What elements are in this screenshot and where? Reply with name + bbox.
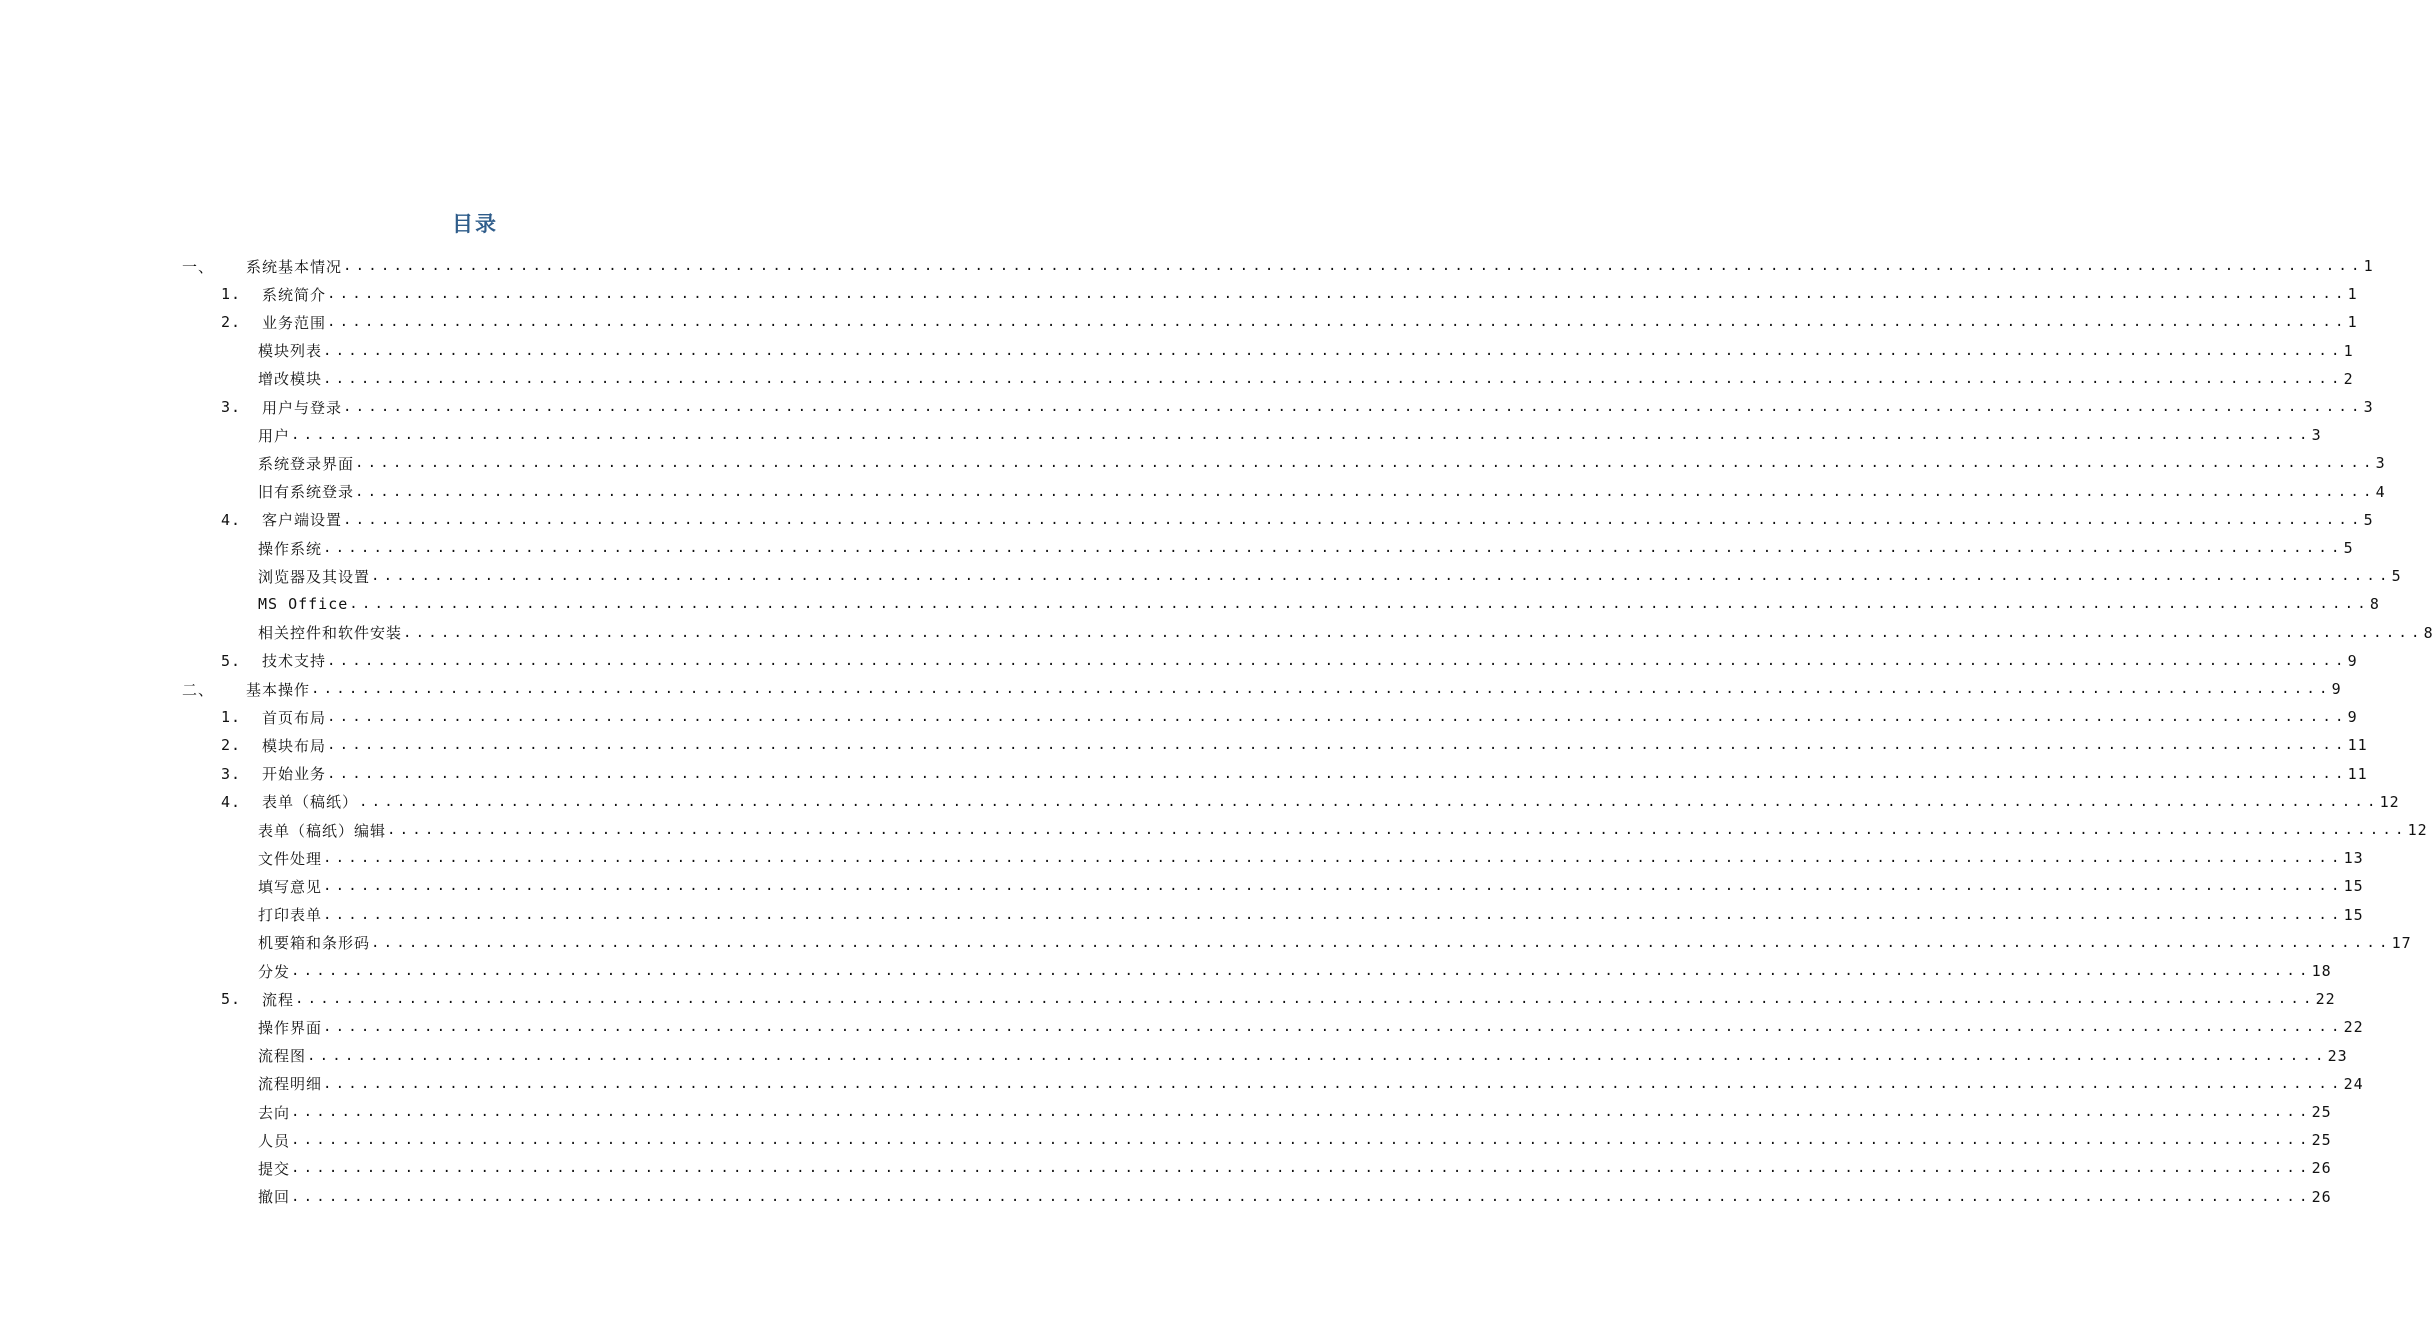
toc-entry[interactable] [0, 562, 2402, 590]
toc-entry[interactable] [0, 703, 2358, 731]
toc-entry-number: 3. [221, 398, 242, 416]
toc-entry-title: 浏览器及其设置 [258, 567, 371, 586]
toc-entry[interactable] [0, 506, 2374, 534]
toc-entry-number: 二、 [182, 680, 215, 699]
toc-leader-dots: ................................................................................................................................................................ [371, 934, 2392, 951]
toc-leader-dots: ................................................................................................................................................................ [355, 483, 2376, 500]
toc-entry-page: 5 [2343, 539, 2354, 557]
toc-entry-page: 26 [2311, 1187, 2332, 1206]
toc-entry-number: 4. [221, 510, 242, 529]
toc-entry-title: 表单（稿纸）编辑 [258, 821, 387, 840]
toc-entry-title: 打印表单 [258, 906, 323, 925]
toc-leader-dots: ................................................................................................................................................................ [387, 822, 2408, 838]
toc-leader-dots: ................................................................................................................................................................ [323, 906, 2344, 923]
toc-entry-title: 填写意见 [258, 877, 323, 896]
toc-leader-dots: ................................................................................................................................................................ [291, 1160, 2312, 1177]
toc-entry-title: 提交 [258, 1159, 291, 1178]
toc-entry[interactable] [0, 308, 2358, 336]
toc-entry-title: 增改模块 [258, 370, 323, 389]
toc-leader-dots: ................................................................................................................................................................ [323, 1019, 2344, 1036]
toc-entry-page: 12 [2407, 821, 2428, 839]
toc-entry[interactable] [0, 534, 2354, 562]
toc-leader-dots: ................................................................................................................................................................ [323, 540, 2344, 556]
toc-entry-page: 17 [2391, 933, 2412, 952]
toc-entry[interactable] [0, 675, 2342, 703]
toc-entry-page: 15 [2343, 905, 2364, 924]
toc-entry-number: 5. [221, 651, 242, 670]
toc-entry-body [258, 816, 2428, 844]
toc-leader-dots: ................................................................................................................................................................ [359, 793, 2380, 810]
toc-entry-body [262, 760, 2368, 788]
toc-leader-dots: ................................................................................................................................................................ [295, 991, 2316, 1008]
toc-entry-title: 去向 [258, 1103, 291, 1122]
toc-leader-dots: ................................................................................................................................................................ [323, 878, 2344, 895]
toc-entry[interactable] [0, 1126, 2332, 1154]
toc-entry-title: 文件处理 [258, 849, 323, 868]
toc-entry-title: 流程 [262, 990, 295, 1009]
toc-entry[interactable] [0, 478, 2386, 506]
toc-leader-dots: ................................................................................................................................................................ [291, 1188, 2312, 1205]
toc-entry[interactable] [0, 590, 2380, 618]
toc-entry-number: 1. [221, 708, 242, 727]
toc-entry-body [258, 1070, 2364, 1098]
toc-entry-page: 5 [2363, 510, 2374, 529]
toc-entry[interactable] [0, 901, 2364, 929]
toc-entry[interactable] [0, 421, 2322, 449]
toc-leader-dots: ................................................................................................................................................................ [343, 399, 2364, 415]
toc-entry-title: 模块布局 [262, 736, 327, 755]
toc-entry-page: 1 [2347, 285, 2358, 304]
toc-entry[interactable] [0, 619, 2434, 647]
toc-entry-page: 4 [2375, 482, 2386, 501]
toc-entry-body [262, 647, 2358, 675]
toc-leader-dots: ................................................................................................................................................................ [327, 652, 2348, 669]
toc-entry-title: 相关控件和软件安装 [258, 624, 403, 643]
toc-leader-dots: ................................................................................................................................................................ [323, 1075, 2344, 1092]
toc-entry-title: 操作界面 [258, 1018, 323, 1037]
toc-entry-body [258, 1013, 2364, 1041]
toc-leader-dots: ................................................................................................................................................................ [327, 286, 2348, 303]
toc-entry-number: 3. [221, 764, 242, 783]
toc-entry-page: 3 [2363, 398, 2374, 416]
toc-entry-page: 9 [2347, 651, 2358, 670]
toc-entry-body [258, 1154, 2332, 1182]
toc-leader-dots: ................................................................................................................................................................ [291, 963, 2312, 979]
toc-entry-title: 客户端设置 [262, 511, 343, 530]
toc-entry-page: 5 [2391, 567, 2402, 586]
toc-entry-page: 15 [2343, 877, 2364, 896]
toc-entry-body [258, 901, 2364, 929]
toc-entry-body [258, 1042, 2348, 1070]
toc-entry-title: 用户 [258, 426, 291, 445]
toc-entry[interactable] [0, 337, 2354, 365]
toc-leader-dots: ................................................................................................................................................................ [307, 1047, 2328, 1064]
toc-entry-body [258, 1126, 2332, 1154]
toc-entry-page: 13 [2343, 849, 2364, 868]
toc-entry-page: 9 [2347, 708, 2358, 727]
toc-entry-body [262, 506, 2374, 534]
toc-entry-page: 1 [2363, 257, 2374, 275]
toc-entry-title: 模块列表 [258, 342, 323, 361]
toc-entry-body [258, 929, 2412, 957]
toc-entry-body [262, 280, 2358, 308]
toc-entry-page: 3 [2311, 426, 2322, 445]
toc-leader-dots: ................................................................................................................................................................ [349, 596, 2370, 613]
toc-entry-title: 开始业务 [262, 765, 327, 784]
toc-entry-title: 首页布局 [262, 708, 327, 727]
toc-entry-body [258, 844, 2364, 872]
toc-entry-body [262, 788, 2400, 816]
toc-entry-body [258, 365, 2354, 393]
toc-entry-page: 25 [2311, 1103, 2332, 1121]
toc-entry-page: 3 [2375, 454, 2386, 473]
toc-entry-page: 11 [2347, 736, 2368, 755]
toc-entry-body [262, 393, 2374, 421]
toc-entry-body [258, 872, 2364, 900]
toc-entry[interactable] [0, 1042, 2348, 1070]
toc-leader-dots: ................................................................................................................................................................ [323, 342, 2344, 359]
toc-entry-page: 23 [2327, 1046, 2348, 1065]
toc-entry-number: 2. [221, 736, 242, 755]
toc-entry[interactable] [0, 280, 2358, 308]
toc-entry[interactable] [0, 1183, 2332, 1211]
toc-entry-body [246, 675, 2342, 703]
toc-entry-title: 系统登录界面 [258, 454, 355, 473]
toc-leader-dots: ................................................................................................................................................................ [355, 455, 2376, 472]
toc-entry[interactable] [0, 365, 2354, 393]
toc-entry-title: 基本操作 [246, 680, 311, 699]
toc-leader-dots: ................................................................................................................................................................ [327, 737, 2348, 754]
toc-entry[interactable] [0, 252, 2374, 280]
toc-entry-number: 一、 [182, 257, 215, 276]
toc-entry-title: 流程图 [258, 1047, 307, 1066]
toc-leader-dots: ................................................................................................................................................................ [327, 765, 2348, 782]
toc-entry-body [258, 619, 2434, 647]
toc-entry[interactable] [0, 929, 2412, 957]
toc-entry-title: 系统简介 [262, 285, 327, 304]
toc-entry-number: 1. [221, 285, 242, 304]
toc-leader-dots: ................................................................................................................................................................ [323, 370, 2344, 387]
toc-entry[interactable] [0, 788, 2400, 816]
toc-entry-title: 系统基本情况 [246, 257, 343, 276]
toc-entry-page: 9 [2331, 680, 2342, 698]
toc-title: 目录 [452, 212, 498, 236]
toc-entry-page: 1 [2347, 313, 2358, 332]
toc-leader-dots: ................................................................................................................................................................ [403, 624, 2424, 641]
toc-entry[interactable] [0, 816, 2428, 844]
toc-entry-page: 22 [2343, 1018, 2364, 1037]
toc-entry-page: 18 [2311, 962, 2332, 980]
toc-entry-body [258, 534, 2354, 562]
toc-entry[interactable] [0, 1154, 2332, 1182]
toc-entry[interactable] [0, 1070, 2364, 1098]
toc-entry-body [258, 337, 2354, 365]
toc-leader-dots: ................................................................................................................................................................ [327, 314, 2348, 331]
toc-entry-page: 11 [2347, 764, 2368, 783]
toc-entry-body [258, 1183, 2332, 1211]
toc-entry[interactable] [0, 760, 2368, 788]
toc-entry-page: 26 [2311, 1159, 2332, 1178]
toc-entry-page: 8 [2369, 595, 2380, 614]
toc-entry-title: 撤回 [258, 1188, 291, 1207]
toc-entry-title: 人员 [258, 1131, 291, 1150]
toc-entry[interactable] [0, 393, 2374, 421]
toc-entry-body [258, 449, 2386, 477]
toc-entry[interactable] [0, 731, 2368, 759]
toc-entry[interactable] [0, 449, 2386, 477]
toc-entry-title: 机要箱和条形码 [258, 934, 371, 953]
toc-leader-dots: ................................................................................................................................................................ [327, 709, 2348, 726]
toc-entry[interactable] [0, 844, 2364, 872]
toc-entry-title: 操作系统 [258, 539, 323, 558]
toc-entry-body [258, 478, 2386, 506]
toc-entry-title: 业务范围 [262, 313, 327, 332]
toc-leader-dots: ................................................................................................................................................................ [371, 568, 2392, 585]
toc-leader-dots: ................................................................................................................................................................ [291, 427, 2312, 444]
toc-entry-body [258, 590, 2380, 618]
toc-leader-dots: ................................................................................................................................................................ [323, 850, 2344, 867]
toc-entry-body [262, 985, 2336, 1013]
toc-entry[interactable] [0, 1013, 2364, 1041]
toc-entry[interactable] [0, 1098, 2332, 1126]
toc-entry-page: 8 [2423, 623, 2434, 642]
toc-leader-dots: ................................................................................................................................................................ [291, 1104, 2312, 1120]
toc-entry-page: 12 [2379, 792, 2400, 811]
toc-entry-page: 25 [2311, 1131, 2332, 1150]
toc-entry-body [258, 1098, 2332, 1126]
toc-entry-title: 表单（稿纸） [262, 793, 359, 812]
toc-entry-title: MS Office [258, 595, 349, 614]
toc-entry-title: 分发 [258, 962, 291, 981]
toc-leader-dots: ................................................................................................................................................................ [311, 681, 2332, 697]
toc-entry[interactable] [0, 647, 2358, 675]
toc-entry[interactable] [0, 985, 2336, 1013]
toc-entry-body [262, 731, 2368, 759]
toc-entry-body [262, 703, 2358, 731]
toc-entry-body [246, 252, 2374, 280]
toc-entry-body [262, 308, 2358, 336]
toc-entry-title: 用户与登录 [262, 398, 343, 417]
toc-entry-title: 旧有系统登录 [258, 483, 355, 502]
toc-entry-page: 22 [2315, 990, 2336, 1009]
toc-entry-title: 流程明细 [258, 1075, 323, 1094]
toc-entry-number: 2. [221, 313, 242, 332]
toc-entry-title: 技术支持 [262, 652, 327, 671]
toc-entry[interactable] [0, 872, 2364, 900]
toc-entry-body [258, 421, 2322, 449]
toc-entry[interactable] [0, 957, 2332, 985]
toc-entry-page: 24 [2343, 1074, 2364, 1093]
toc-entry-body [258, 957, 2332, 985]
toc-leader-dots: ................................................................................................................................................................ [343, 258, 2364, 274]
toc-leader-dots: ................................................................................................................................................................ [343, 511, 2364, 528]
toc-entry-page: 2 [2343, 369, 2354, 388]
toc-entry-page: 1 [2343, 341, 2354, 360]
toc-leader-dots: ................................................................................................................................................................ [291, 1132, 2312, 1149]
toc-entry-number: 4. [221, 792, 242, 811]
toc-entry-number: 5. [221, 990, 242, 1009]
toc-entry-body [258, 562, 2402, 590]
